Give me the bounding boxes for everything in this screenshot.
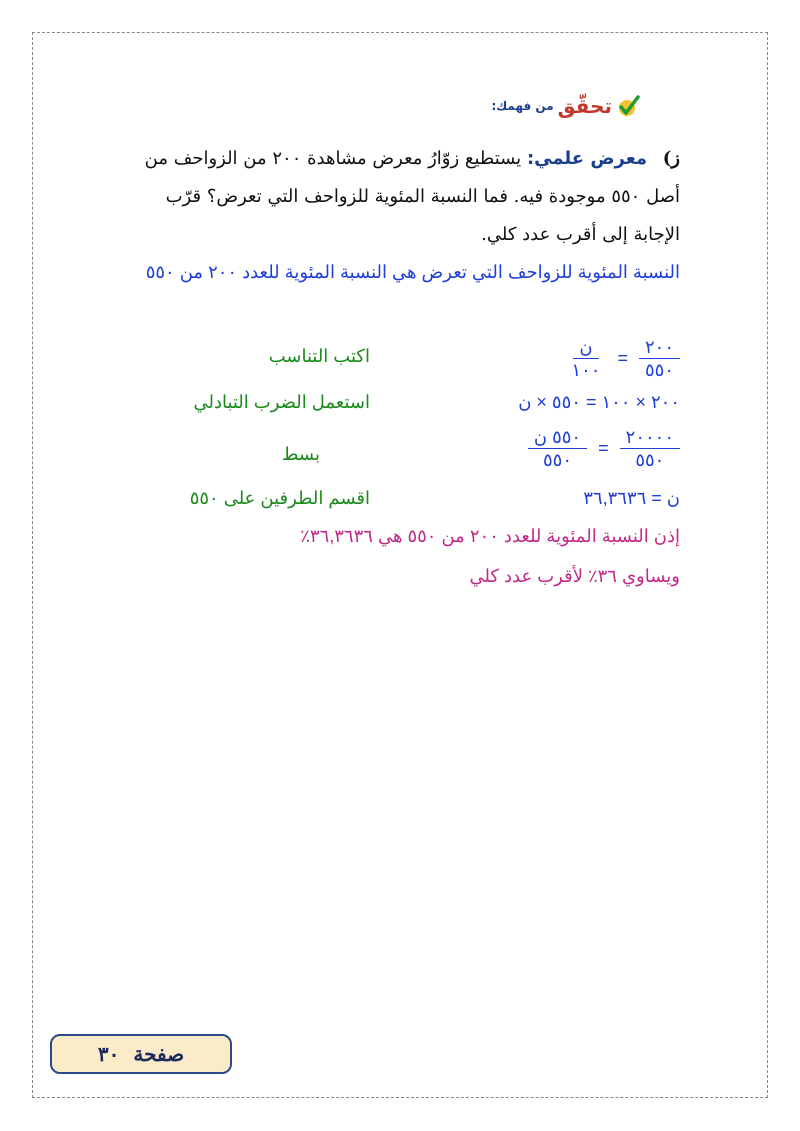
step2-note: استعمل الضرب التبادلي	[193, 392, 370, 412]
conclusion-line-1: إذن النسبة المئوية للعدد ٢٠٠ من ٥٥٠ هي ٣٦,٣٦٣٦٪	[300, 526, 680, 546]
step3-rhs-fraction	[528, 426, 587, 471]
problem-statement	[140, 140, 680, 254]
step1-rhs-fraction	[565, 336, 606, 381]
step3-equals: =	[598, 438, 609, 458]
problem-text: يستطيع زوّارُ معرض مشاهدة ٢٠٠ من الزواحف من أصل ٥٥٠ موجودة فيه. فما النسبة المئوية للزواحف التي تعرض؟ قرّب الإجابة إلى أقرب عدد كلي.	[144, 148, 680, 245]
step4-note: اقسم الطرفين على ٥٥٠	[189, 488, 370, 508]
step1-lhs-den: ٥٥٠	[644, 360, 674, 380]
problem-topic: معرض علمي:	[526, 148, 648, 169]
step3-rhs-num: ٥٥٠ ن	[528, 426, 587, 449]
page-label: صفحة	[133, 1042, 185, 1066]
checkmark-icon	[616, 94, 640, 118]
step2-equation: ٢٠٠ × ١٠٠ = ٥٥٠ × ن	[518, 392, 680, 412]
problem-letter: ز)	[662, 148, 680, 169]
step1-rhs-num: ن	[573, 336, 598, 359]
step1-lhs-num: ٢٠٠	[639, 336, 680, 359]
step3-equation	[528, 426, 680, 471]
step1-lhs-fraction	[639, 336, 680, 381]
check-word: تحقّق	[557, 94, 612, 118]
step4-equation: ن = ٣٦,٣٦٣٦	[583, 488, 680, 508]
step1-rhs-den: ١٠٠	[571, 360, 601, 380]
check-subtitle: من فهمك:	[491, 99, 554, 113]
step1-note: اكتب التناسب	[268, 346, 370, 366]
check-understanding-header	[491, 94, 640, 118]
page-number-box	[50, 1034, 232, 1074]
step3-note: بسط	[281, 444, 320, 464]
step3-rhs-den: ٥٥٠	[542, 450, 572, 470]
step1-equals: =	[617, 348, 628, 368]
step3-lhs-fraction	[620, 426, 680, 471]
step3-lhs-num: ٢٠٠٠٠	[620, 426, 680, 449]
page-number: ٣٠	[97, 1042, 120, 1066]
step3-lhs-den: ٥٥٠	[635, 450, 665, 470]
step1-equation	[565, 336, 680, 381]
solution-intro: النسبة المئوية للزواحف التي تعرض هي النسبة المئوية للعدد ٢٠٠ من ٥٥٠	[145, 262, 680, 282]
conclusion-line-2: ويساوي ٣٦٪ لأقرب عدد كلي	[469, 566, 680, 586]
